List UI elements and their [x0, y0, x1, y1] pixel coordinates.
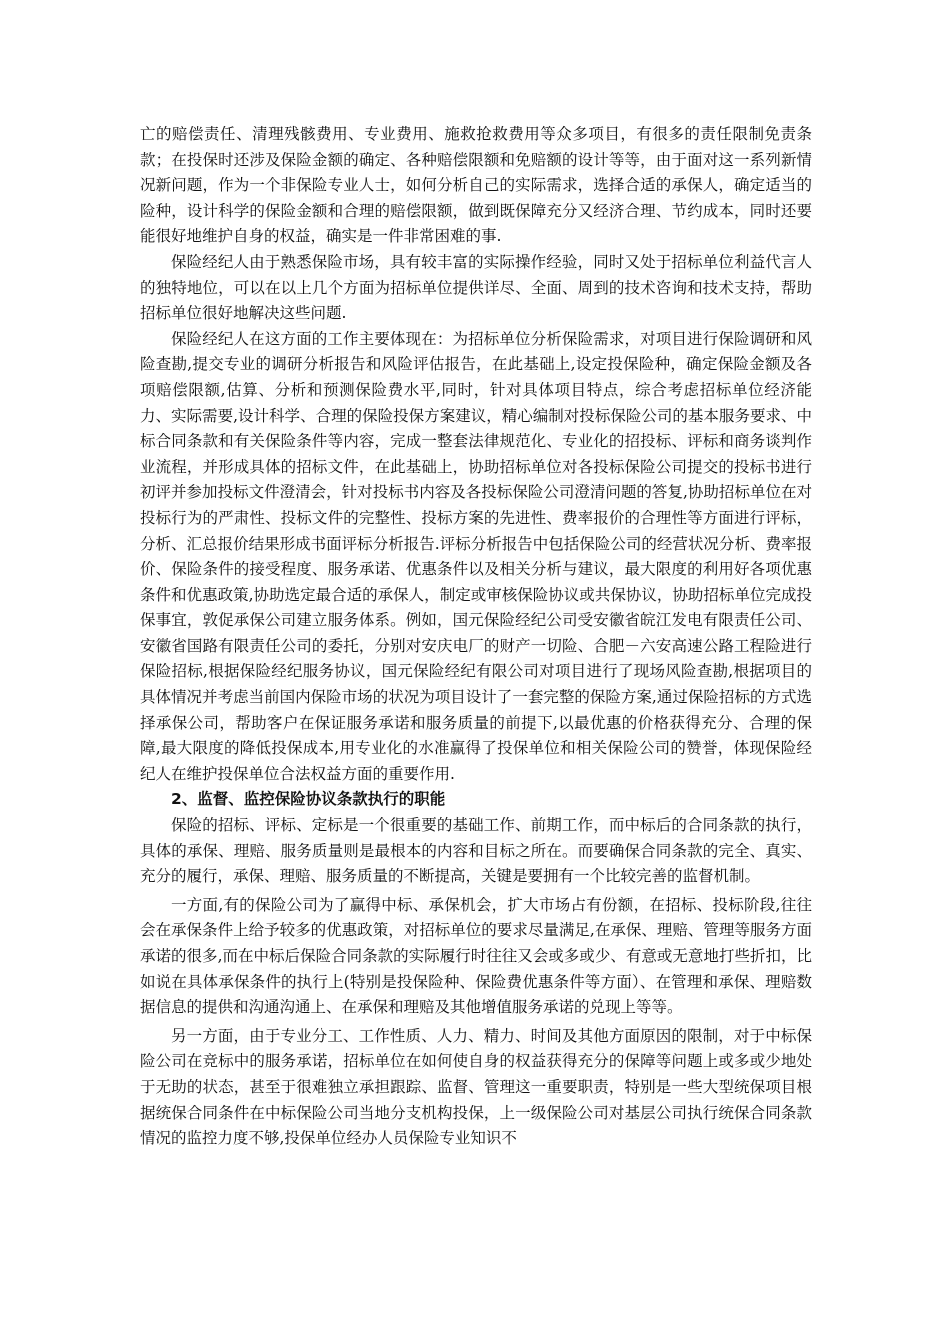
paragraph-supervision: 保险的招标、评标、定标是一个很重要的基础工作、前期工作，而中标后的合同条款的执行，具体的承保、理赔、服务质量则是最根本的内容和目标之所在。而要确保合同条款的完全、真实、充分的履行，承保、理赔、服务质量的不断提高，关键是要拥有一个比较完善的监督机制。	[140, 816, 812, 886]
paragraph-continued: 亡的赔偿责任、清理残骸费用、专业费用、施救抢救费用等众多项目，有很多的责任限制免责条款；在投保时还涉及保险金额的确定、各种赔偿限额和免赔额的设计等等，由于面对这一系列新情况新问题，作为一个非保险专业人士，如何分析自己的实际需求，选择合适的承保人，确定适当的险种，设计科学的保险金额和合理的赔偿限额，做到既保障充分又经济合理、节约成本，同时还要能很好地维护自身的权益，确实是一件非常困难的事.	[140, 125, 812, 246]
paragraph-broker-advantage: 保险经纪人由于熟悉保险市场，具有较丰富的实际操作经验，同时又处于招标单位利益代言人的独特地位，可以在以上几个方面为招标单位提供详尽、全面、周到的技术咨询和技术支持，帮助招标单位很好地解决这些问题.	[140, 252, 812, 323]
paragraph-other-hand: 另一方面，由于专业分工、工作性质、人力、精力、时间及其他方面原因的限制，对于中标保险公司在竞标中的服务承诺，招标单位在如何使自身的权益获得充分的保障等问题上或多或少地处于无助的状态，甚至于很难独立承担跟踪、监督、管理这一重要职责，特别是一些大型统保项目根据统保合同条件在中标保险公司当地分支机构投保，上一级保险公司对基层公司执行统保合同条款情况的监控力度不够,投保单位经办人员保险专业知识不	[140, 1026, 812, 1148]
document-page	[140, 122, 812, 1152]
section-heading: 2、监督、监控保险协议条款执行的职能	[171, 790, 446, 809]
paragraph-one-hand: 一方面,有的保险公司为了赢得中标、承保机会，扩大市场占有份额，在招标、投标阶段,往往会在承保条件上给予较多的优惠政策，对招标单位的要求尽量满足,在承保、理赔、管理等服务方面承诺的很多,而在中标后保险合同条款的实际履行时往往又会或多或少、有意或无意地打些折扣，比如说在具体承保条件的执行上(特别是投保险种、保险费优惠条件等方面）、在管理和承保、理赔数据信息的提供和沟通沟通上、在承保和理赔及其他增值服务承诺的兑现上等等。	[140, 895, 812, 1017]
paragraph-broker-work: 保险经纪人在这方面的工作主要体现在：为招标单位分析保险需求，对项目进行保险调研和风险查勘,提交专业的调研分析报告和风险评估报告，在此基础上,设定投保险种，确定保险金额及各项赔偿限额,估算、分析和预测保险费水平,同时，针对具体项目特点，综合考虑招标单位经济能力、实际需要,设计科学、合理的保险投保方案建议，精心编制对投标保险公司的基本服务要求、中标合同条款和有关保险条件等内容，完成一整套法律规范化、专业化的招投标、评标和商务谈判作业流程，并形成具体的招标文件，在此基础上，协助招标单位对各投标保险公司提交的投标书进行初评并参加投标文件澄清会，针对投标书内容及各投标保险公司澄清问题的答复,协助招标单位在对投标行为的严肃性、投标文件的完整性、投标方案的先进性、费率报价的合理性等方面进行评标，分析、汇总报价结果形成书面评标分析报告.评标分析报告中包括保险公司的经营状况分析、费率报价、保险条件的接受程度、服务承诺、优惠条件以及相关分析与建议，最大限度的利用好各项优惠条件和优惠政策,协助选定最合适的承保人，制定或审核保险协议或共保协议，协助招标单位完成投保事宜，敦促承保公司建立服务体系。例如，国元保险经纪公司受安徽省皖江发电有限责任公司、安徽省国路有限责任公司的委托，分别对安庆电厂的财产一切险、合肥－六安高速公路工程险进行保险招标,根据保险经纪服务协议，国元保险经纪有限公司对项目进行了现场风险查勘,根据项目的具体情况并考虑当前国内保险市场的状况为项目设计了一套完整的保险方案,通过保险招标的方式选择承保公司，帮助客户在保证服务承诺和服务质量的前提下,以最优惠的价格获得充分、合理的保障,最大限度的降低投保成本,用专业化的水准赢得了投保单位和相关保险公司的赞誉，体现保险经纪人在维护投保单位合法权益方面的重要作用.	[140, 329, 812, 783]
